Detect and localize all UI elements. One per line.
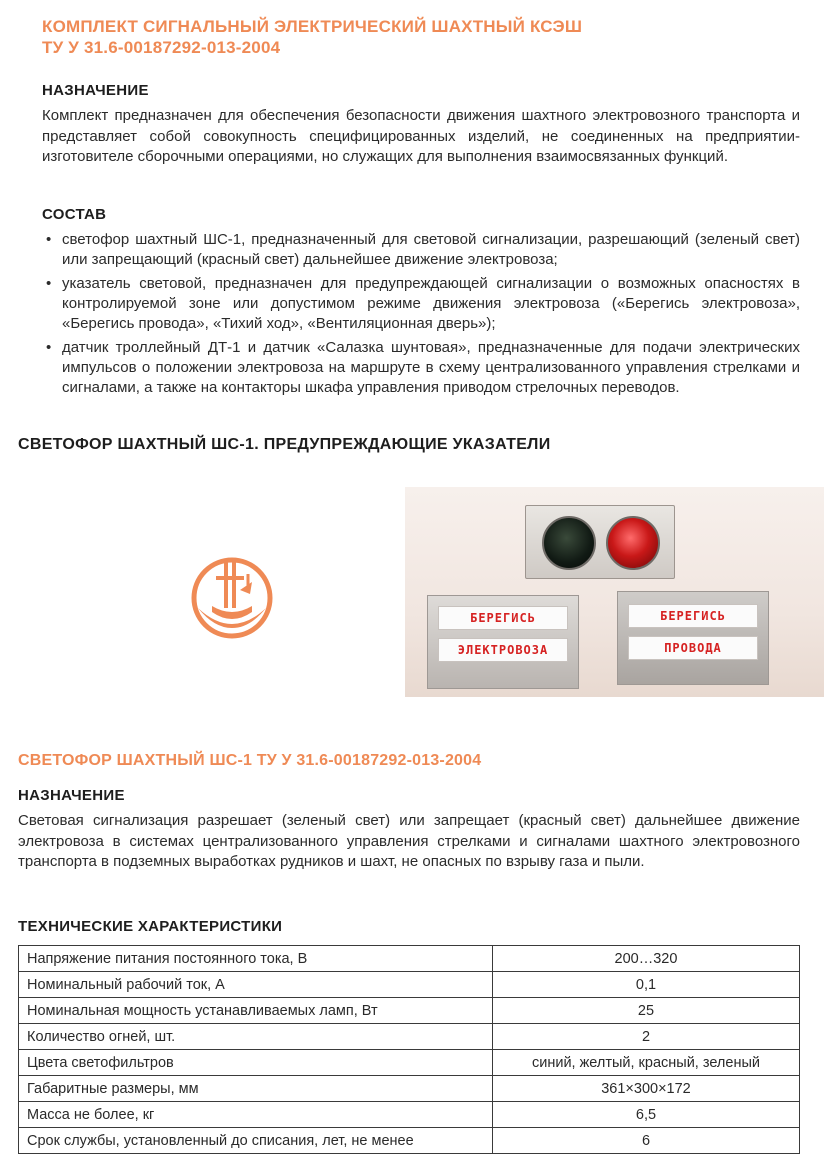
spec-name: Габаритные размеры, мм xyxy=(19,1076,493,1102)
sign1-line1: БЕРЕГИСЬ xyxy=(438,606,568,630)
red-lamp-icon xyxy=(606,516,660,570)
table-row xyxy=(19,972,800,998)
spec-name: Количество огней, шт. xyxy=(19,1024,493,1050)
list-item: • светофор шахтный ШС-1, предназначенный для световой сигнализации, разрешающий (зеленый свет) или запрещающий (красный свет) дальнейшее движение электровоза; xyxy=(46,231,800,268)
kit-composition-heading: СОСТАВ xyxy=(42,206,107,223)
spec-value: 361×300×172 xyxy=(493,1076,800,1102)
sign2-line1: БЕРЕГИСЬ xyxy=(628,604,758,628)
spec-value: 6 xyxy=(493,1128,800,1154)
sign-electric-locomotive xyxy=(427,595,579,689)
table-row xyxy=(19,1076,800,1102)
signal-purpose-heading: НАЗНАЧЕНИЕ xyxy=(18,787,125,804)
table-row xyxy=(19,1050,800,1076)
table-row xyxy=(19,1128,800,1154)
table-row xyxy=(19,998,800,1024)
list-item: • указатель световой, предназначен для предупреждающей сигнализации о возможных опасностях в контролируемой зоне или допустимом режиме движения электровоза («Берегись электровоза», «Берегись провода», «Тихий ход», «Вентиляционная дверь»); xyxy=(46,275,800,332)
composition-list xyxy=(42,230,800,402)
spec-value: синий, желтый, красный, зеленый xyxy=(493,1050,800,1076)
list-item-text: датчик троллейный ДТ-1 и датчик «Салазка шунтовая», предназначенные для подачи электрических импульсов о положении электровоза на маршруте в схему централизованного управления стрелками и сигналами, а также на контакторы шкафа управления приводом стрелочных переводов. xyxy=(62,339,800,396)
spec-name: Напряжение питания постоянного тока, В xyxy=(19,946,493,972)
green-lamp-icon xyxy=(542,516,596,570)
sign1-line2: ЭЛЕКТРОВОЗА xyxy=(438,638,568,662)
traffic-light xyxy=(525,505,675,579)
spec-name: Масса не более, кг xyxy=(19,1102,493,1128)
spec-value: 0,1 xyxy=(493,972,800,998)
specs-heading: ТЕХНИЧЕСКИЕ ХАРАКТЕРИСТИКИ xyxy=(18,918,283,935)
mine-hoist-icon xyxy=(190,548,275,648)
spec-value: 6,5 xyxy=(493,1102,800,1128)
product-photo xyxy=(405,487,824,697)
section-heading: СВЕТОФОР ШАХТНЫЙ ШС-1. ПРЕДУПРЕЖДАЮЩИЕ УКАЗАТЕЛИ xyxy=(18,436,551,453)
spec-value: 200…320 xyxy=(493,946,800,972)
spec-value: 2 xyxy=(493,1024,800,1050)
kit-purpose-heading: НАЗНАЧЕНИЕ xyxy=(42,82,149,99)
list-item-text: светофор шахтный ШС-1, предназначенный для световой сигнализации, разрешающий (зеленый свет) или запрещающий (красный свет) дальнейшее движение электровоза; xyxy=(62,231,800,268)
spec-value: 25 xyxy=(493,998,800,1024)
table-row xyxy=(19,1024,800,1050)
table-row xyxy=(19,946,800,972)
spec-name: Срок службы, установленный до списания, лет, не менее xyxy=(19,1128,493,1154)
list-item: • датчик троллейный ДТ-1 и датчик «Салазка шунтовая», предназначенные для подачи электрических импульсов о положении электровоза на маршруте в схему централизованного управления стрелками и сигналами, а также на контакторы шкафа управления приводом стрелочных переводов. xyxy=(46,339,800,396)
spec-name: Номинальная мощность устанавливаемых ламп, Вт xyxy=(19,998,493,1024)
sign2-line2: ПРОВОДА xyxy=(628,636,758,660)
kit-title xyxy=(42,16,802,58)
table-row xyxy=(19,1102,800,1128)
spec-name: Номинальный рабочий ток, А xyxy=(19,972,493,998)
sign-wire xyxy=(617,591,769,685)
specs-table xyxy=(18,945,800,1154)
spec-name: Цвета светофильтров xyxy=(19,1050,493,1076)
kit-title-line2: ТУ У 31.6-00187292-013-2004 xyxy=(42,38,281,57)
kit-purpose-text: Комплект предназначен для обеспечения безопасности движения шахтного электровозного транспорта и представляет собой совокупность специфицированных изделий, не соединенных на предприятии-изготовителе сборочными операциями, но служащих для выполнения взаимосвязанных функций. xyxy=(42,107,800,165)
list-item-text: указатель световой, предназначен для предупреждающей сигнализации о возможных опасностях в контролируемой зоне или допустимом режиме движения электровоза («Берегись электровоза», «Берегись провода», «Тихий ход», «Вентиляционная дверь»); xyxy=(62,275,800,332)
signal-title: СВЕТОФОР ШАХТНЫЙ ШС-1 ТУ У 31.6-00187292-013-2004 xyxy=(18,752,482,769)
kit-title-line1: КОМПЛЕКТ СИГНАЛЬНЫЙ ЭЛЕКТРИЧЕСКИЙ ШАХТНЫЙ КСЭШ xyxy=(42,17,583,36)
signal-purpose-text: Световая сигнализация разрешает (зеленый свет) или запрещает (красный свет) дальнейшее движение электровоза в системах централизованного управления стрелками и сигналами шахтного электровозного транспорта в подземных выработках рудников и шахт, не опасных по взрыву газа и пыли. xyxy=(18,812,800,870)
